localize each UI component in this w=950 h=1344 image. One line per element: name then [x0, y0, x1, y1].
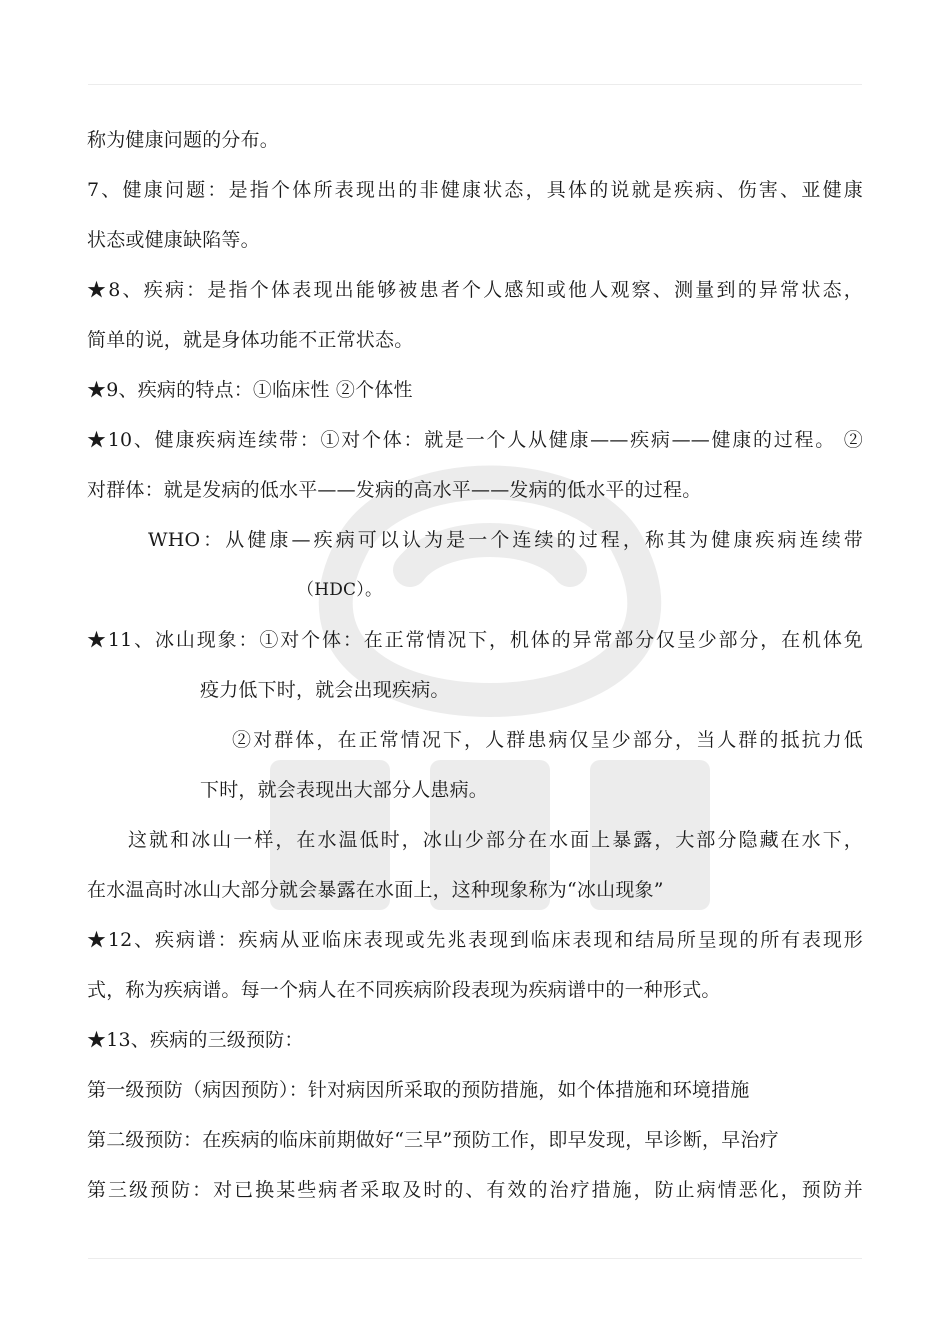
text-line: 下时，就会表现出大部分人患病。: [200, 779, 489, 801]
text-line: 对群体：就是发病的低水平——发病的高水平——发病的低水平的过程。: [87, 479, 702, 501]
footer-divider: [88, 1258, 862, 1259]
text-line: 简单的说，就是身体功能不正常状态。: [87, 329, 414, 351]
header-divider: [88, 84, 862, 85]
text-line: 第二级预防：在疾病的临床前期做好“三早”预防工作，即早发现，早诊断，早治疗: [87, 1129, 779, 1151]
text-line: ★12、疾病谱：疾病从亚临床表现或先兆表现到临床表现和结局所呈现的所有表现形: [87, 929, 863, 951]
text-line: ②对群体，在正常情况下，人群患病仅呈少部分，当人群的抵抗力低: [232, 729, 863, 751]
text-line: 在水温高时冰山大部分就会暴露在水面上，这种现象称为“冰山现象”: [87, 879, 664, 901]
text-line: 这就和冰山一样，在水温低时，冰山少部分在水面上暴露，大部分隐藏在水下，: [128, 829, 863, 851]
text-line: WHO：从健康—疾病可以认为是一个连续的过程，称其为健康疾病连续带: [148, 529, 863, 551]
text-line: ★13、疾病的三级预防：: [87, 1029, 304, 1051]
text-line: ★11、冰山现象：①对个体：在正常情况下，机体的异常部分仅呈少部分，在机体免: [87, 629, 863, 651]
text-line: 称为健康问题的分布。: [87, 129, 280, 151]
text-line: ★9、疾病的特点：①临床性 ②个体性: [87, 379, 413, 401]
text-line: 第三级预防：对已换某些病者采取及时的、有效的治疗措施，防止病情恶化，预防并: [87, 1179, 863, 1201]
text-line: 第一级预防（病因预防）：针对病因所采取的预防措施，如个体措施和环境措施: [87, 1079, 750, 1101]
text-line: ★10、健康疾病连续带：①对个体：就是一个人从健康——疾病——健康的过程。 ②: [87, 429, 863, 451]
text-line: 式，称为疾病谱。每一个病人在不同疾病阶段表现为疾病谱中的一种形式。: [87, 979, 721, 1001]
text-line: （HDC）。: [297, 580, 383, 600]
text-line: ★8、疾病：是指个体表现出能够被患者个人感知或他人观察、测量到的异常状态，: [87, 279, 863, 301]
text-line: 疫力低下时，就会出现疾病。: [200, 679, 450, 701]
text-line: 7、健康问题：是指个体所表现出的非健康状态，具体的说就是疾病、伤害、亚健康: [87, 179, 863, 201]
text-line: 状态或健康缺陷等。: [87, 229, 260, 251]
